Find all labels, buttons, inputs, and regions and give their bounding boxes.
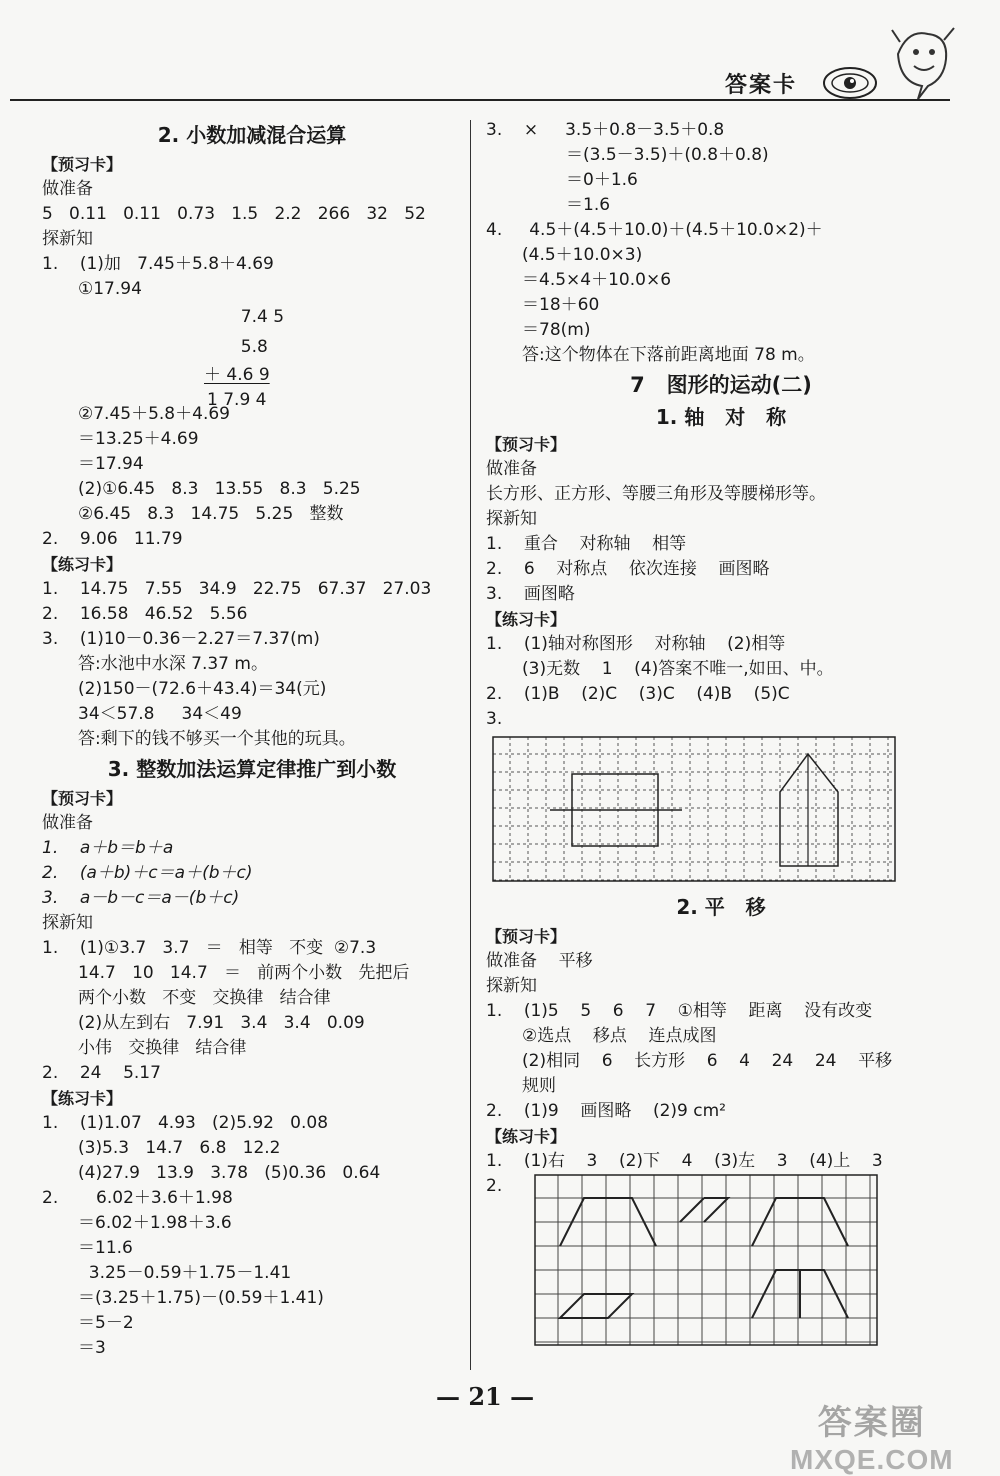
answer-line: 34＜57.8 34＜49 [78, 704, 242, 724]
answer-line: 5 0.11 0.11 0.73 1.5 2.2 266 32 52 [42, 204, 426, 224]
answer-line: 2. 24 5.17 [42, 1063, 161, 1083]
section-title: 2. 平 移 [676, 895, 766, 919]
mascot-icon [888, 24, 958, 104]
answer-line: 1. (1)右 3 (2)下 4 (3)左 3 (4)上 3 [486, 1151, 883, 1171]
answer-line: 1. 重合 对称轴 相等 [486, 534, 687, 554]
pentagon-shape [780, 754, 838, 866]
practice-card-label: 【练习卡】 [42, 555, 123, 574]
header-title: 答案卡 [725, 73, 798, 98]
translation-grid-figure [534, 1174, 884, 1348]
answer-line: (3)无数 1 (4)答案不唯一,如田、中。 [522, 659, 834, 679]
answer-line: 2. 16.58 46.52 5.56 [42, 604, 248, 624]
preview-card-label: 【预习卡】 [486, 435, 567, 454]
answer-line: 2. 6 对称点 依次连接 画图略 [486, 559, 770, 579]
answer-line: 3. × 3.5＋0.8－3.5＋0.8 [486, 120, 725, 140]
answer-line: ②6.45 8.3 14.75 5.25 整数 [78, 504, 344, 524]
answer-line: 3. (1)10－0.36－2.27＝7.37(m) [42, 629, 320, 649]
answer-line: 长方形、正方形、等腰三角形及等腰梯形等。 [486, 484, 826, 504]
answer-line: ＝11.6 [78, 1238, 133, 1258]
watermark-brand: 答案圈 [817, 1403, 926, 1443]
answer-line: ＝13.25＋4.69 [78, 429, 199, 449]
answer-line: 2. (1)B (2)C (3)C (4)B (5)C [486, 684, 790, 704]
answer-line: 2. (1)9 画图略 (2)9 cm² [486, 1101, 726, 1121]
answer-line: (2)相同 6 长方形 6 4 24 24 平移 [522, 1051, 893, 1071]
answer-line: 1. (1)轴对称图形 对称轴 (2)相等 [486, 634, 786, 654]
watermark-url: MXQE.COM [790, 1444, 954, 1475]
page-number: — 21 — [436, 1382, 535, 1411]
answer-line: 2. (a＋b)＋c＝a＋(b＋c) [42, 863, 253, 883]
answer-line: 3.25－0.59＋1.75－1.41 [78, 1263, 292, 1283]
parallelogram-shape-2 [560, 1294, 632, 1318]
addend-1: 7.4 5 [230, 307, 285, 327]
answer-line: (4.5＋10.0×3) [522, 245, 643, 265]
answer-line: ①17.94 [78, 279, 142, 299]
answer-line: 2. 9.06 11.79 [42, 529, 183, 549]
right-column [486, 118, 956, 1352]
answer-line: 规则 [522, 1076, 556, 1096]
section-title: 3. 整数加法运算定律推广到小数 [107, 757, 397, 781]
addend-3: ＋ 4.6 9 [204, 365, 270, 385]
answer-line: 答:剩下的钱不够买一个其他的玩具。 [78, 729, 356, 749]
subheading: 探新知 [42, 229, 93, 249]
answer-line: 1. (1)5 5 6 7 ①相等 距离 没有改变 [486, 1001, 873, 1021]
header-rule [10, 99, 950, 101]
subheading: 做准备 平移 [486, 951, 593, 971]
answer-line: 3. [486, 709, 503, 729]
answer-line: (2)①6.45 8.3 13.55 8.3 5.25 [78, 479, 361, 499]
answer-line: 3. 画图略 [486, 584, 575, 604]
preview-card-label: 【预习卡】 [42, 789, 123, 808]
answer-line: ＝4.5×4＋10.0×6 [522, 270, 672, 290]
parallelogram-shape-1 [680, 1198, 728, 1222]
answer-line: ②7.45＋5.8＋4.69 [78, 404, 230, 424]
preview-card-label: 【预习卡】 [486, 927, 567, 946]
answer-line: 1. (1)加 7.45＋5.8＋4.69 [42, 254, 274, 274]
subheading: 做准备 [42, 179, 93, 199]
answer-line: ＝18＋60 [522, 295, 600, 315]
answer-line: ＝3 [78, 1338, 106, 1358]
symmetry-grid-figure [492, 736, 902, 886]
answer-line: 2. 6.02＋3.6＋1.98 [42, 1188, 233, 1208]
subheading: 探新知 [486, 976, 537, 996]
watermark [790, 1395, 954, 1476]
answer-line: 1. a＋b＝b＋a [42, 838, 174, 858]
eye-logo-icon [822, 66, 878, 100]
vertical-sum: 1 7.9 4 [207, 390, 267, 410]
vertical-addition [42, 302, 462, 410]
practice-card-label: 【练习卡】 [42, 1089, 123, 1108]
practice-card-label: 【练习卡】 [486, 610, 567, 629]
answer-line: (2)从左到右 7.91 3.4 3.4 0.09 [78, 1013, 365, 1033]
answer-line: 14.7 10 14.7 ＝ 前两个小数 先把后 [78, 963, 410, 983]
answer-line: ＝1.6 [566, 195, 611, 215]
grid-border [493, 737, 895, 881]
answer-line: 1. 14.75 7.55 34.9 22.75 67.37 27.03 [42, 579, 432, 599]
chapter-title: 7 图形的运动(二) [630, 373, 812, 397]
answer-line: ＝0＋1.6 [566, 170, 638, 190]
answer-line: ＝(3.25＋1.75)－(0.59＋1.41) [78, 1288, 324, 1308]
answer-line: ＝(3.5－3.5)＋(0.8＋0.8) [566, 145, 769, 165]
section-title: 2. 小数加减混合运算 [157, 123, 347, 147]
answer-line: (2)150－(72.6＋43.4)＝34(元) [78, 679, 327, 699]
answer-line: ②选点 移点 连点成图 [522, 1026, 717, 1046]
section-title: 1. 轴 对 称 [655, 405, 787, 429]
left-column [42, 118, 462, 1361]
answer-line: ＝17.94 [78, 454, 144, 474]
subheading: 探新知 [486, 509, 537, 529]
answer-line: 2. [486, 1176, 503, 1196]
answer-line: 3. a－b－c＝a－(b＋c) [42, 888, 240, 908]
addend-2: 5.8 [230, 337, 268, 357]
answer-line: 答:这个物体在下落前距离地面 78 m。 [522, 345, 815, 365]
answer-line: ＝78(m) [522, 320, 591, 340]
answer-line: 1. (1)1.07 4.93 (2)5.92 0.08 [42, 1113, 329, 1133]
answer-line: 4. 4.5＋(4.5＋10.0)＋(4.5＋10.0×2)＋ [486, 220, 823, 240]
subheading: 做准备 [42, 813, 93, 833]
answer-line: 两个小数 不变 交换律 结合律 [78, 988, 331, 1008]
subheading: 探新知 [42, 913, 93, 933]
answer-line: 答:水池中水深 7.37 m。 [78, 654, 268, 674]
column-divider [470, 120, 471, 1370]
answer-line: 小伟 交换律 结合律 [78, 1038, 247, 1058]
answer-line: 1. (1)①3.7 3.7 ＝ 相等 不变 ②7.3 [42, 938, 377, 958]
answer-line: (4)27.9 13.9 3.78 (5)0.36 0.64 [78, 1163, 381, 1183]
answer-line: (3)5.3 14.7 6.8 12.2 [78, 1138, 281, 1158]
preview-card-label: 【预习卡】 [42, 155, 123, 174]
answer-line: ＝5－2 [78, 1313, 134, 1333]
translation-figure-row [486, 1174, 956, 1352]
grid-lines [493, 737, 895, 881]
subheading: 做准备 [486, 459, 537, 479]
practice-card-label: 【练习卡】 [486, 1127, 567, 1146]
answer-line: ＝6.02＋1.98＋3.6 [78, 1213, 232, 1233]
